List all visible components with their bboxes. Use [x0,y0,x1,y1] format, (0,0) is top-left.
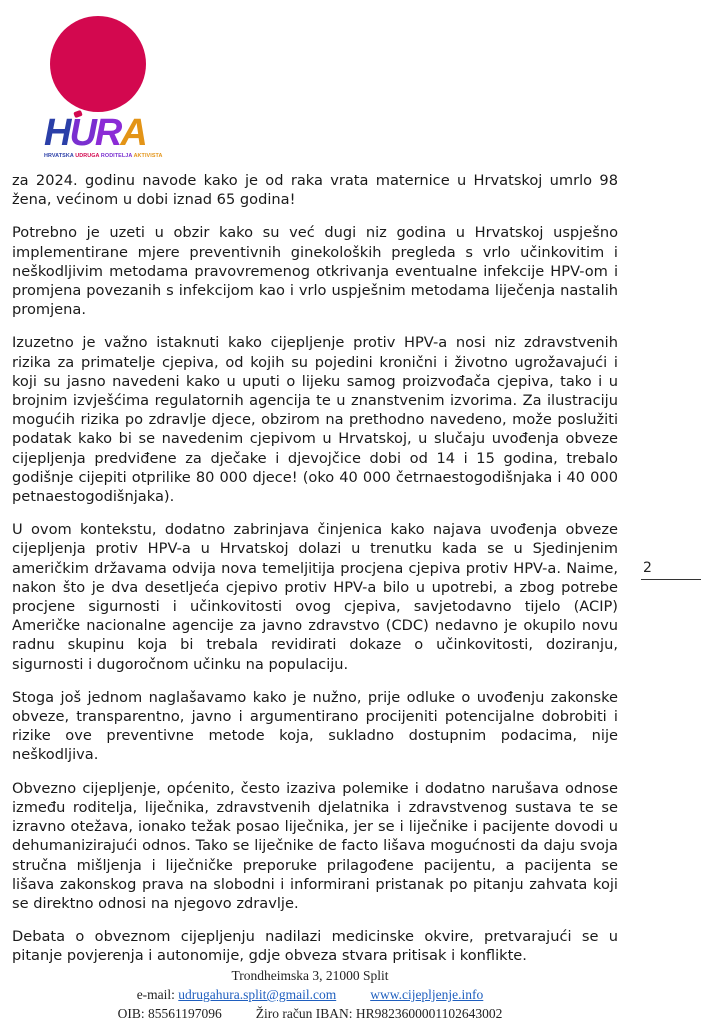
letter-body [12,171,618,980]
tagline-part: UDRUGA [75,153,101,159]
footer-bank-line [0,1004,620,1023]
paragraph: Obvezno cijepljenje, općenito, često izaziva polemike i dodatno narušava odnose između roditelja, liječnika, zdravstvenih djelatnika i zdravstvenog sustava te se izravno otežava, ionako težak posao liječnika, jer se i liječnike i pacijente dovodi u dehumanizirajući odnos. Tako se liječnike de facto lišava mogućnosti da daju svoja stručna mišljenja i liječničke preporuke prilagođene pacijentu, a pacijenta se lišava zakonskog prava na slobodni i informirani pristanak po pitanju zahvata koji se direktno odnosi na njegovo zdravlje. [12,779,618,912]
paragraph: za 2024. godinu navode kako je od raka vrata maternice u Hrvatskoj umrlo 98 žena, većinom u dobi iznad 65 godina! [12,172,618,209]
email-label: e-mail: [136,987,179,1002]
logo-letter-r: R [94,112,121,154]
paragraph: Debata o obveznom cijepljenju nadilazi medicinske okvire, pretvarajući se u pitanje povjerenja i autonomije, gdje obveza stvara pritisak i konflikte. [12,928,618,965]
paragraph: U ovom kontekstu, dodatno zabrinjava činjenica kako najava uvođenja obveze cijepljenja protiv HPV-a u Hrvatskoj dolazi u trenutku kada se u Sjedinjenim američkim državama odvija nova temeljitija procjena cjepiva protiv HPV-a. Naime, nakon što je dva desetljeća cjepivo protiv HPV-a bilo u upotrebi, a zbog potrebe procjene sigurnosti i učinkovitosti ovog cjepiva, savjetodavno tijelo (ACIP) Američke nacionalne agencije za javno zdravstvo (CDC) nedavno je okupilo novu radnu skupinu koja bi trebala revidirati dokaze o učinkovitosti, doziranju, sigurnosti i dugoročnom učinku na populaciju. [12,521,618,673]
footer-contact-line [0,985,620,1004]
hura-logo [44,14,164,159]
footer [0,966,620,1023]
page-number: 2 [643,560,652,576]
tagline-part: HRVATSKA [44,153,76,159]
logo-letter-h: H [44,112,70,154]
email-link[interactable]: udrugahura.split@gmail.com [178,987,337,1002]
oib: OIB: 85561197096 [117,1006,222,1021]
logo-wordmark [44,114,146,152]
logo-letter-a: A [120,112,146,154]
tagline-part: RODITELJA [100,153,134,159]
page-number-rule [641,579,701,580]
paragraph: Stoga još jednom naglašavamo kako je nužno, prije odluke o uvođenju zakonske obveze, transparentno, javno i argumentirano procijeniti potencijalne dobrobiti i rizike ove preventivne metode koja, sukladno dostupnim podacima, nije neškodljiva. [12,688,618,764]
footer-address: Trondheimska 3, 21000 Split [231,968,389,983]
logo-letter-u: U [69,112,95,154]
balloon-icon [50,16,146,112]
logo-tagline [44,153,163,159]
paragraph: Izuzetno je važno istaknuti kako cijepljenje protiv HPV-a nosi niz zdravstvenih rizika za primatelje cjepiva, od kojih su pojedini kronični i životno ugrožavajući i koji su jasno navedeni kako u uputi o lijeku samog proizvođača cjepiva, tako i u brojnim izvješćima regulatornih agencija te u znanstvenim izvorima. Za ilustraciju mogućih rizika po zdravlje djece, obzirom na prethodno navedeno, može poslužiti podatak kako bi se navedenim cjepivom u Hrvatskoj, u slučaju uvođenja obveze cijepljenja predviđene za dječake i djevojčice dobi od 14 i 15 godina, trebalo godišnje cijepiti otprilike 80 000 djece! (oko 40 000 četrnaestogodišnjaka i 40 000 petnaestogodišnjaka). [12,334,618,506]
paragraph: Potrebno je uzeti u obzir kako su već dugi niz godina u Hrvatskoj uspješno implementirane mjere preventivnih ginekoloških pregleda s vrlo učinkovitim i neškodljivim metodama pravovremenog otkrivanja eventualne infekcije HPV-om i promjena povezanih s infekcijom kao i vrlo uspješnim metodama liječenja nastalih promjena. [12,224,618,319]
tagline-part: AKTIVISTA [133,153,163,159]
website-link[interactable]: www.cijepljenje.info [370,987,484,1002]
iban: Žiro račun IBAN: HR9823600001102643002 [255,1006,503,1021]
